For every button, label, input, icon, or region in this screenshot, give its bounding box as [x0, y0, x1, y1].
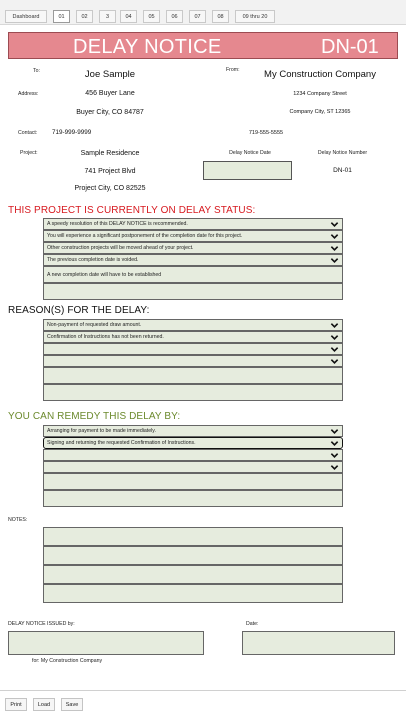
notice-number-label: Delay Notice Number [317, 150, 368, 156]
remedy-text-row-2[interactable] [43, 490, 343, 507]
status-select-2-value: You will experience a significant postponement of the completion date for this project. [47, 233, 243, 239]
reason-text-row-1[interactable] [43, 367, 343, 384]
project-name: Sample Residence [80, 150, 140, 157]
issued-by-label: DELAY NOTICE ISSUED by: [8, 621, 75, 627]
status-select-3-value: Other construction projects will be moved ahead of your project. [47, 245, 194, 251]
status-select-1-value: A speedy resolution of this DELAY NOTICE is recommended. [47, 221, 188, 227]
reasons-heading: REASON(S) FOR THE DELAY: [8, 305, 150, 316]
remedy-select-4[interactable] [43, 461, 343, 473]
to-address-line2: Buyer City, CO 84787 [76, 109, 144, 116]
chevron-down-icon [330, 357, 339, 366]
notice-code: DN-01 [321, 36, 379, 58]
from-company: My Construction Company [264, 69, 376, 80]
chevron-down-icon [330, 220, 339, 229]
reason-select-1-value: Non-payment of requested draw amount. [47, 322, 142, 328]
action-bar [0, 690, 406, 719]
notes-label: NOTES: [8, 517, 28, 523]
notice-date-label: Delay Notice Date [229, 150, 271, 156]
to-phone: 719-999-9999 [52, 129, 92, 136]
from-phone: 719-555-5555 [248, 130, 284, 136]
to-address-line1: 456 Buyer Lane [85, 90, 135, 97]
issued-date-label: Date: [246, 621, 259, 627]
delay-notice-number: DN-01 [333, 167, 352, 174]
to-name: Joe Sample [84, 69, 136, 80]
status-heading: THIS PROJECT IS CURRENTLY ON DELAY STATUS: [8, 205, 256, 216]
status-select-3[interactable] [43, 242, 343, 254]
status-text-row-2[interactable] [43, 283, 343, 300]
contact-label: Contact: [18, 130, 38, 136]
save-button[interactable]: Save [61, 698, 83, 711]
address-label: Address: [18, 91, 39, 97]
tab-dashboard[interactable]: Dashboard [5, 10, 47, 23]
notes-field-3[interactable] [43, 565, 343, 584]
reason-select-4[interactable] [43, 355, 343, 367]
status-text-row-1-value: A new completion date will have to be established [47, 272, 162, 278]
from-address-line1: 1234 Company Street [293, 91, 347, 97]
tab-05[interactable]: 05 [143, 10, 160, 23]
remedy-select-2-value: Signing and returning the requested Confirmation of Instructions. [47, 440, 196, 446]
chevron-down-icon [330, 439, 339, 448]
reason-select-3[interactable] [43, 343, 343, 355]
chevron-down-icon [330, 427, 339, 436]
notes-field-1[interactable] [43, 527, 343, 546]
delay-notice-date-input[interactable] [203, 161, 292, 180]
chevron-down-icon [330, 451, 339, 460]
issued-by-field[interactable] [8, 631, 204, 655]
remedy-select-1[interactable] [43, 425, 343, 437]
from-address-line2: Company City, ST 12365 [289, 109, 351, 115]
reasons-list [43, 319, 343, 401]
chevron-down-icon [330, 345, 339, 354]
to-label: To: [33, 68, 40, 74]
chevron-down-icon [330, 463, 339, 472]
project-address-line1: 741 Project Blvd [84, 168, 136, 175]
status-text-row-1[interactable] [43, 266, 343, 283]
status-select-2[interactable] [43, 230, 343, 242]
status-select-4-value: The previous completion date is voided. [47, 257, 139, 263]
project-label: Project: [20, 150, 38, 156]
status-select-1[interactable] [43, 218, 343, 230]
tab-06[interactable]: 06 [166, 10, 183, 23]
status-list [43, 218, 343, 300]
tab-07[interactable]: 07 [189, 10, 206, 23]
tab-09-thru-20[interactable]: 09 thru 20 [235, 10, 275, 23]
remedy-heading: YOU CAN REMEDY THIS DELAY BY: [8, 411, 181, 422]
tab-02[interactable]: 02 [76, 10, 93, 23]
chevron-down-icon [330, 256, 339, 265]
title-banner [8, 32, 398, 59]
status-select-4[interactable] [43, 254, 343, 266]
tab-08[interactable]: 08 [212, 10, 229, 23]
reason-select-2-value: Confirmation of Instructions has not been returned. [47, 334, 164, 340]
reason-select-1[interactable] [43, 319, 343, 331]
issued-for-text: for: My Construction Company [32, 658, 103, 664]
remedy-select-3[interactable] [43, 449, 343, 461]
tab-01[interactable]: 01 [53, 10, 70, 23]
reason-select-2[interactable] [43, 331, 343, 343]
issued-date-field[interactable] [242, 631, 395, 655]
chevron-down-icon [330, 232, 339, 241]
project-address-line2: Project City, CO 82525 [74, 185, 146, 192]
remedy-text-row-1[interactable] [43, 473, 343, 490]
load-button[interactable]: Load [33, 698, 55, 711]
print-button[interactable]: Print [5, 698, 27, 711]
remedy-select-2[interactable] [43, 437, 343, 449]
notes-field-4[interactable] [43, 584, 343, 603]
remedy-list [43, 425, 343, 507]
chevron-down-icon [330, 333, 339, 342]
remedy-select-1-value: Arranging for payment to be made immediately. [47, 428, 156, 434]
tab-04[interactable]: 04 [120, 10, 137, 23]
tab-bar [0, 0, 406, 25]
reason-text-row-2[interactable] [43, 384, 343, 401]
page-title: DELAY NOTICE [73, 36, 222, 58]
tab-03[interactable]: 3 [99, 10, 116, 23]
notes-field-2[interactable] [43, 546, 343, 565]
chevron-down-icon [330, 244, 339, 253]
chevron-down-icon [330, 321, 339, 330]
from-label: From: [226, 67, 240, 73]
